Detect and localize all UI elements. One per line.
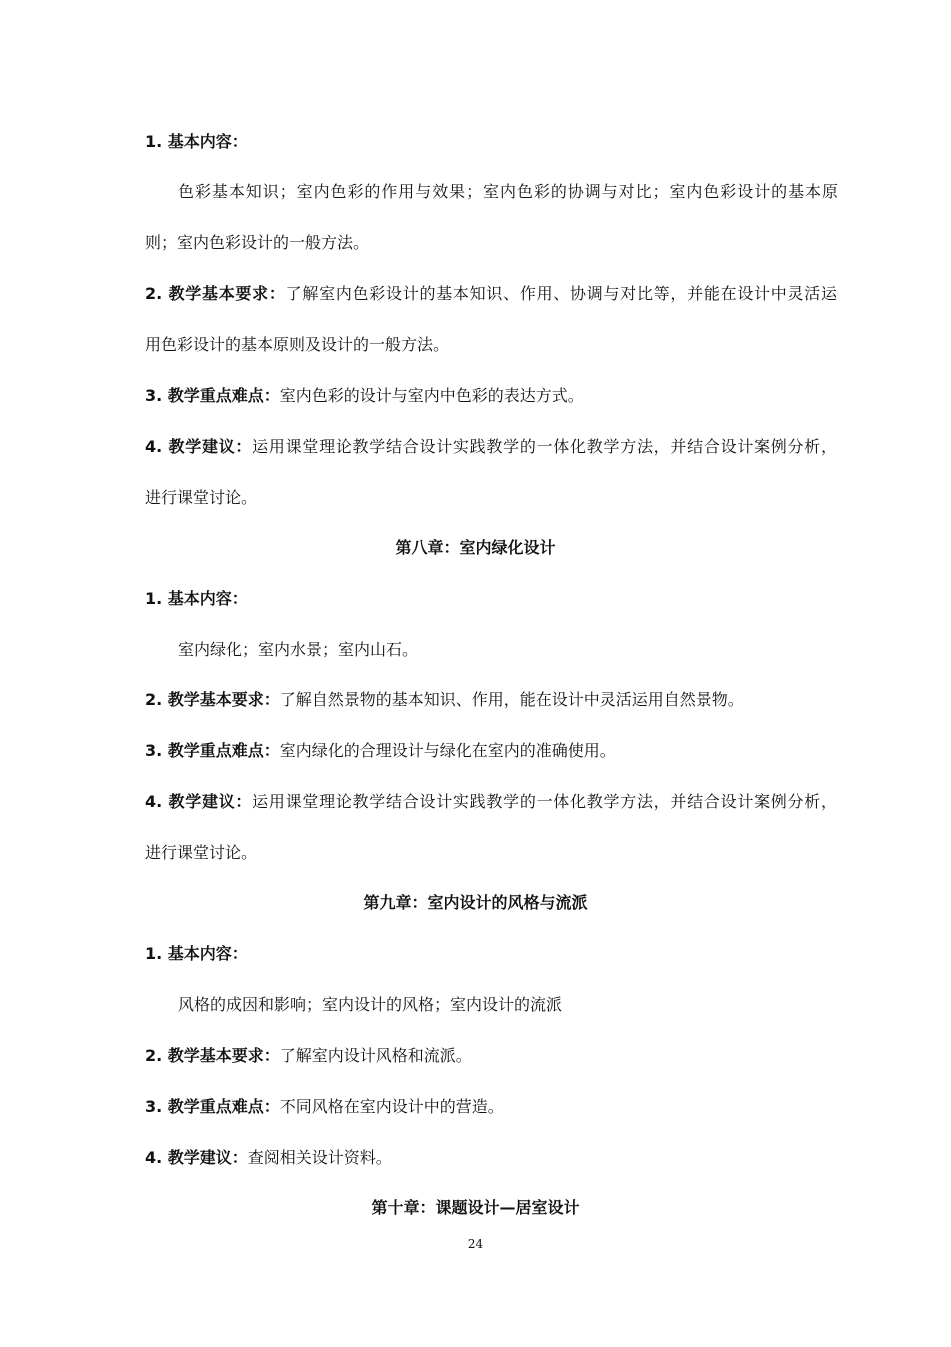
chapter-heading: 第八章：室内绿化设计	[395, 538, 556, 557]
page-number: 24	[467, 1237, 484, 1251]
chapter-heading: 第九章：室内设计的风格与流派	[363, 893, 588, 912]
item-teaching-requirements	[145, 1046, 845, 1066]
item-basic-content	[145, 944, 845, 964]
item-text: 室内绿化的合理设计与绿化在室内的准确使用。	[279, 741, 616, 760]
paragraph-line: 室内绿化；室内水景；室内山石。	[178, 640, 419, 659]
item-text: 运用课堂理论教学结合设计实践教学的一体化教学方法，并结合设计案例分析，	[252, 792, 837, 811]
item-text: 了解室内设计风格和流派。	[279, 1046, 472, 1065]
item-text: 了解室内色彩设计的基本知识、作用、协调与对比等，并能在设计中灵活运	[285, 284, 837, 303]
paragraph-line: 则；室内色彩设计的一般方法。	[145, 233, 370, 252]
item-teaching-suggestions	[145, 792, 837, 812]
item-basic-content	[145, 589, 845, 609]
item-text: 查阅相关设计资料。	[247, 1148, 392, 1167]
chapter-heading: 第十章：课题设计—居室设计	[371, 1198, 580, 1217]
item-label: 4. 教学建议：	[145, 1148, 248, 1167]
item-teaching-suggestions	[145, 437, 837, 457]
item-teaching-requirements	[145, 690, 845, 710]
item-label: 1. 基本内容：	[145, 589, 248, 608]
item-label: 3. 教学重点难点：	[145, 1097, 280, 1116]
item-text: 了解自然景物的基本知识、作用，能在设计中灵活运用自然景物。	[279, 690, 744, 709]
item-text: 运用课堂理论教学结合设计实践教学的一体化教学方法，并结合设计案例分析，	[252, 437, 837, 456]
item-label: 3. 教学重点难点：	[145, 386, 280, 405]
item-key-difficulties	[145, 1097, 845, 1117]
item-label: 1. 基本内容：	[145, 132, 248, 151]
item-basic-content	[145, 132, 845, 152]
item-label: 2. 教学基本要求：	[145, 284, 286, 303]
item-label: 4. 教学建议：	[145, 792, 253, 811]
item-text: 不同风格在室内设计中的营造。	[279, 1097, 504, 1116]
paragraph-line: 色彩基本知识；室内色彩的作用与效果；室内色彩的协调与对比；室内色彩设计的基本原	[178, 182, 838, 201]
paragraph-line: 进行课堂讨论。	[145, 488, 258, 507]
item-text: 室内色彩的设计与室内中色彩的表达方式。	[279, 386, 584, 405]
item-label: 3. 教学重点难点：	[145, 741, 280, 760]
paragraph-line: 风格的成因和影响；室内设计的风格；室内设计的流派	[178, 995, 563, 1014]
paragraph-line: 用色彩设计的基本原则及设计的一般方法。	[145, 335, 450, 354]
item-label: 4. 教学建议：	[145, 437, 253, 456]
item-key-difficulties	[145, 741, 845, 761]
paragraph-line: 进行课堂讨论。	[145, 843, 258, 862]
item-label: 2. 教学基本要求：	[145, 690, 280, 709]
item-label: 2. 教学基本要求：	[145, 1046, 280, 1065]
item-teaching-suggestions	[145, 1148, 845, 1168]
item-label: 1. 基本内容：	[145, 944, 248, 963]
item-key-difficulties	[145, 386, 845, 406]
item-teaching-requirements	[145, 284, 837, 304]
